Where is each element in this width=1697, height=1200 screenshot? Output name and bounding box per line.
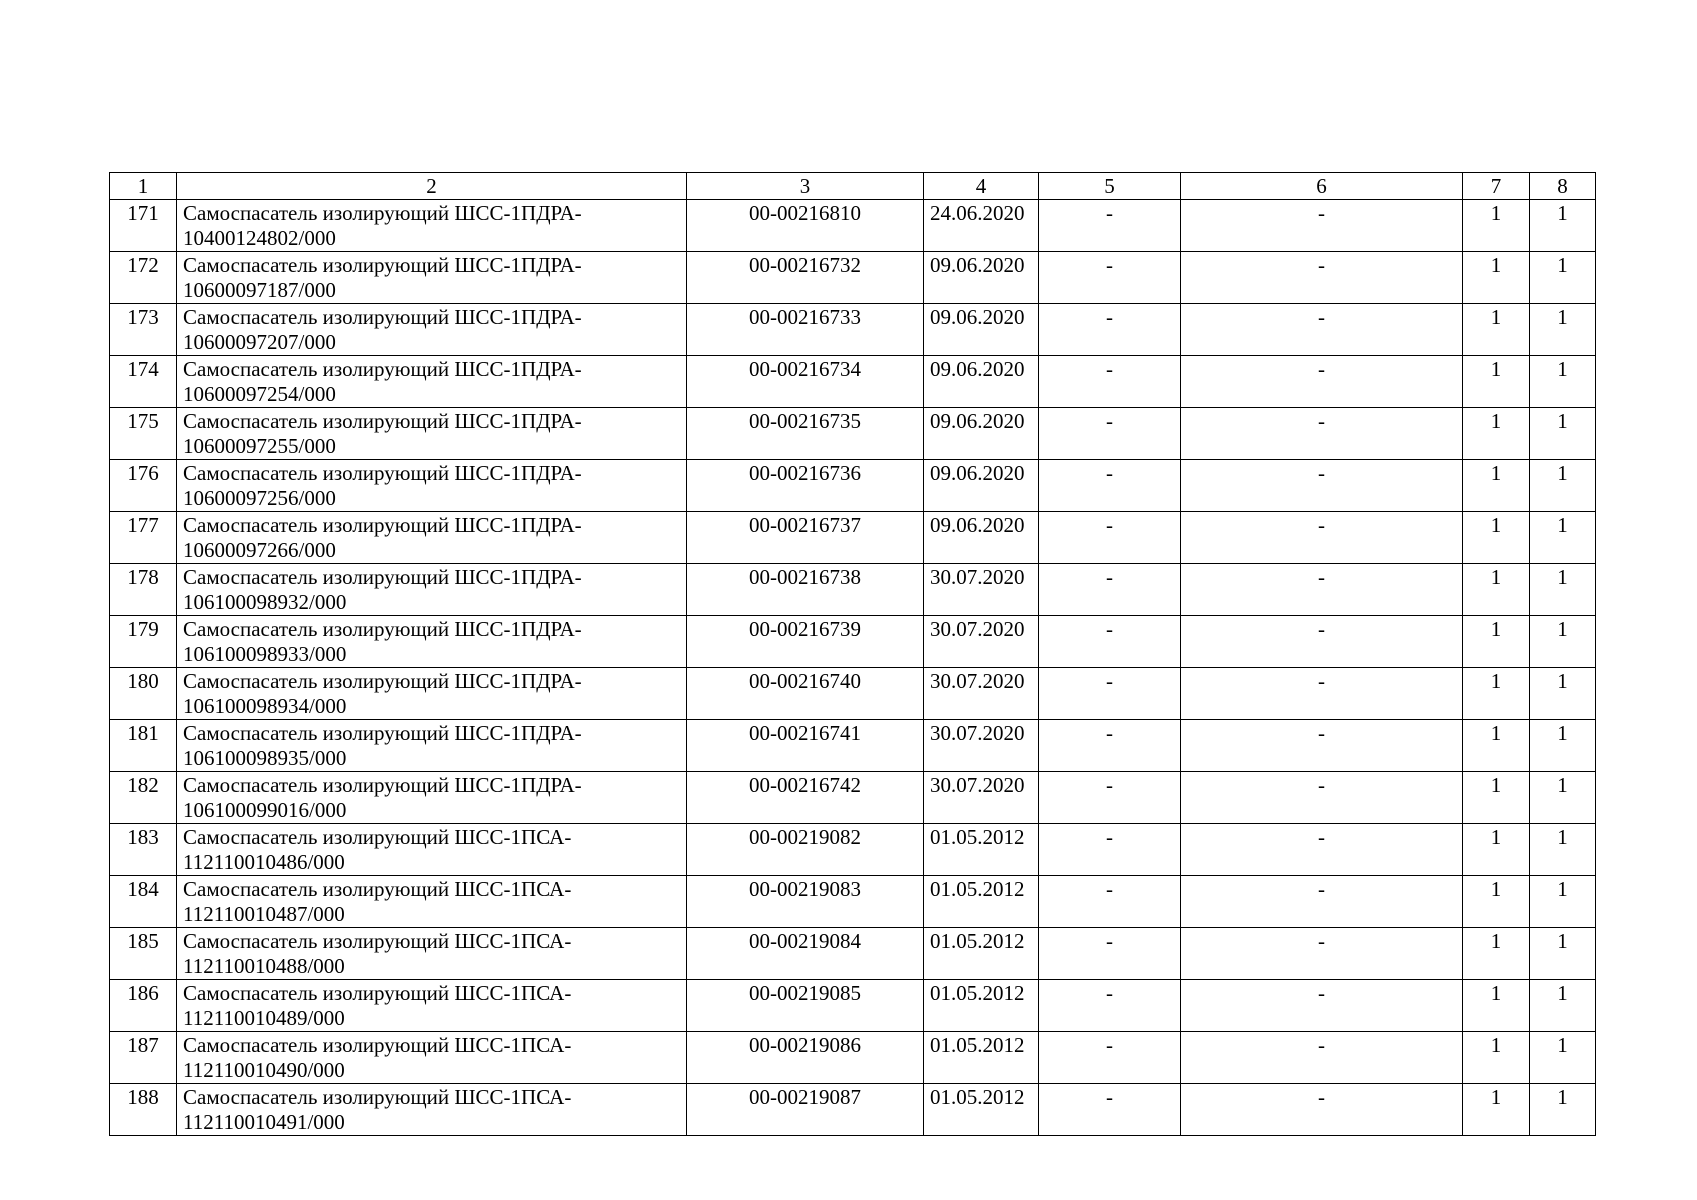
column-5-cell: - <box>1039 564 1181 616</box>
column-6-cell: - <box>1181 408 1463 460</box>
date-cell: 09.06.2020 <box>924 304 1039 356</box>
item-name-line-2: 106100098934/000 <box>183 694 347 718</box>
column-6-cell: - <box>1181 252 1463 304</box>
item-name-cell <box>177 876 687 928</box>
item-name-cell <box>177 1084 687 1136</box>
row-number-cell: 174 <box>110 356 177 408</box>
column-6-cell: - <box>1181 564 1463 616</box>
table-row <box>110 304 1596 356</box>
item-name-cell <box>177 252 687 304</box>
inventory-code-cell: 00-00219082 <box>687 824 924 876</box>
column-7-cell: 1 <box>1463 772 1530 824</box>
column-6-cell: - <box>1181 200 1463 252</box>
item-name-cell <box>177 772 687 824</box>
row-number-cell: 183 <box>110 824 177 876</box>
column-5-cell: - <box>1039 200 1181 252</box>
item-name-cell <box>177 304 687 356</box>
item-name-cell <box>177 720 687 772</box>
table-row <box>110 200 1596 252</box>
item-name-line-2: 106100098935/000 <box>183 746 347 770</box>
date-cell: 01.05.2012 <box>924 928 1039 980</box>
item-name-line-2: 106100098933/000 <box>183 642 347 666</box>
column-5-cell: - <box>1039 824 1181 876</box>
column-8-cell: 1 <box>1530 1084 1596 1136</box>
inventory-code-cell: 00-00216733 <box>687 304 924 356</box>
date-cell: 09.06.2020 <box>924 512 1039 564</box>
date-cell: 30.07.2020 <box>924 564 1039 616</box>
item-name-line-1: Самоспасатель изолирующий ШСС-1ПСА- <box>183 1085 572 1109</box>
header-col-5: 5 <box>1039 173 1181 200</box>
row-number-cell: 179 <box>110 616 177 668</box>
column-6-cell: - <box>1181 1032 1463 1084</box>
table-row <box>110 824 1596 876</box>
column-7-cell: 1 <box>1463 928 1530 980</box>
item-name-cell <box>177 200 687 252</box>
column-8-cell: 1 <box>1530 356 1596 408</box>
column-5-cell: - <box>1039 1084 1181 1136</box>
column-6-cell: - <box>1181 928 1463 980</box>
item-name-cell <box>177 408 687 460</box>
header-col-4: 4 <box>924 173 1039 200</box>
row-number-cell: 188 <box>110 1084 177 1136</box>
column-6-cell: - <box>1181 356 1463 408</box>
column-6-cell: - <box>1181 720 1463 772</box>
inventory-code-cell: 00-00219087 <box>687 1084 924 1136</box>
column-7-cell: 1 <box>1463 876 1530 928</box>
inventory-code-cell: 00-00216735 <box>687 408 924 460</box>
table-row <box>110 356 1596 408</box>
column-8-cell: 1 <box>1530 616 1596 668</box>
column-8-cell: 1 <box>1530 564 1596 616</box>
inventory-code-cell: 00-00216742 <box>687 772 924 824</box>
item-name-cell <box>177 356 687 408</box>
date-cell: 01.05.2012 <box>924 980 1039 1032</box>
table-row <box>110 720 1596 772</box>
column-5-cell: - <box>1039 304 1181 356</box>
row-number-cell: 187 <box>110 1032 177 1084</box>
item-name-line-2: 112110010488/000 <box>183 954 345 978</box>
item-name-line-2: 10600097266/000 <box>183 538 336 562</box>
table-row <box>110 564 1596 616</box>
item-name-line-2: 10600097256/000 <box>183 486 336 510</box>
column-8-cell: 1 <box>1530 252 1596 304</box>
column-8-cell: 1 <box>1530 668 1596 720</box>
document-page <box>109 172 1595 1136</box>
row-number-cell: 186 <box>110 980 177 1032</box>
item-name-cell <box>177 564 687 616</box>
row-number-cell: 176 <box>110 460 177 512</box>
column-5-cell: - <box>1039 876 1181 928</box>
item-name-line-1: Самоспасатель изолирующий ШСС-1ПДРА- <box>183 201 582 225</box>
date-cell: 01.05.2012 <box>924 824 1039 876</box>
column-6-cell: - <box>1181 876 1463 928</box>
item-name-cell <box>177 616 687 668</box>
item-name-line-1: Самоспасатель изолирующий ШСС-1ПДРА- <box>183 305 582 329</box>
date-cell: 01.05.2012 <box>924 1032 1039 1084</box>
column-8-cell: 1 <box>1530 928 1596 980</box>
table-row <box>110 772 1596 824</box>
column-5-cell: - <box>1039 512 1181 564</box>
table-row <box>110 876 1596 928</box>
item-name-line-2: 112110010489/000 <box>183 1006 345 1030</box>
inventory-code-cell: 00-00216740 <box>687 668 924 720</box>
item-name-line-2: 10600097254/000 <box>183 382 336 406</box>
item-name-line-1: Самоспасатель изолирующий ШСС-1ПДРА- <box>183 461 582 485</box>
column-6-cell: - <box>1181 824 1463 876</box>
column-6-cell: - <box>1181 772 1463 824</box>
item-name-line-1: Самоспасатель изолирующий ШСС-1ПСА- <box>183 825 572 849</box>
item-name-line-2: 106100099016/000 <box>183 798 347 822</box>
column-7-cell: 1 <box>1463 668 1530 720</box>
row-number-cell: 180 <box>110 668 177 720</box>
item-name-cell <box>177 928 687 980</box>
column-7-cell: 1 <box>1463 252 1530 304</box>
inventory-code-cell: 00-00216739 <box>687 616 924 668</box>
date-cell: 09.06.2020 <box>924 356 1039 408</box>
column-8-cell: 1 <box>1530 824 1596 876</box>
column-7-cell: 1 <box>1463 512 1530 564</box>
inventory-code-cell: 00-00219084 <box>687 928 924 980</box>
header-col-6: 6 <box>1181 173 1463 200</box>
date-cell: 30.07.2020 <box>924 616 1039 668</box>
item-name-line-2: 112110010486/000 <box>183 850 345 874</box>
item-name-line-2: 10600097207/000 <box>183 330 336 354</box>
column-7-cell: 1 <box>1463 980 1530 1032</box>
column-7-cell: 1 <box>1463 564 1530 616</box>
item-name-line-2: 112110010487/000 <box>183 902 345 926</box>
inventory-table <box>109 172 1596 1136</box>
item-name-line-2: 112110010491/000 <box>183 1110 345 1134</box>
column-5-cell: - <box>1039 460 1181 512</box>
column-5-cell: - <box>1039 252 1181 304</box>
inventory-code-cell: 00-00216732 <box>687 252 924 304</box>
row-number-cell: 171 <box>110 200 177 252</box>
item-name-line-2: 106100098932/000 <box>183 590 347 614</box>
column-8-cell: 1 <box>1530 772 1596 824</box>
item-name-line-1: Самоспасатель изолирующий ШСС-1ПДРА- <box>183 721 582 745</box>
table-row <box>110 512 1596 564</box>
inventory-code-cell: 00-00216810 <box>687 200 924 252</box>
item-name-cell <box>177 1032 687 1084</box>
column-8-cell: 1 <box>1530 408 1596 460</box>
column-6-cell: - <box>1181 980 1463 1032</box>
column-5-cell: - <box>1039 356 1181 408</box>
column-7-cell: 1 <box>1463 460 1530 512</box>
column-5-cell: - <box>1039 408 1181 460</box>
table-row <box>110 668 1596 720</box>
item-name-line-1: Самоспасатель изолирующий ШСС-1ПДРА- <box>183 773 582 797</box>
column-6-cell: - <box>1181 1084 1463 1136</box>
column-8-cell: 1 <box>1530 720 1596 772</box>
header-col-8: 8 <box>1530 173 1596 200</box>
date-cell: 09.06.2020 <box>924 252 1039 304</box>
date-cell: 30.07.2020 <box>924 772 1039 824</box>
item-name-line-1: Самоспасатель изолирующий ШСС-1ПДРА- <box>183 565 582 589</box>
inventory-code-cell: 00-00219085 <box>687 980 924 1032</box>
column-6-cell: - <box>1181 304 1463 356</box>
table-row <box>110 1032 1596 1084</box>
table-row <box>110 408 1596 460</box>
table-row <box>110 928 1596 980</box>
date-cell: 09.06.2020 <box>924 460 1039 512</box>
inventory-code-cell: 00-00216734 <box>687 356 924 408</box>
column-8-cell: 1 <box>1530 1032 1596 1084</box>
item-name-line-1: Самоспасатель изолирующий ШСС-1ПСА- <box>183 1033 572 1057</box>
column-7-cell: 1 <box>1463 304 1530 356</box>
inventory-code-cell: 00-00216738 <box>687 564 924 616</box>
column-7-cell: 1 <box>1463 1084 1530 1136</box>
column-5-cell: - <box>1039 720 1181 772</box>
table-row <box>110 616 1596 668</box>
item-name-line-1: Самоспасатель изолирующий ШСС-1ПСА- <box>183 877 572 901</box>
row-number-cell: 182 <box>110 772 177 824</box>
column-5-cell: - <box>1039 772 1181 824</box>
table-header <box>110 173 1596 200</box>
column-5-cell: - <box>1039 928 1181 980</box>
item-name-line-1: Самоспасатель изолирующий ШСС-1ПДРА- <box>183 357 582 381</box>
header-col-2: 2 <box>177 173 687 200</box>
item-name-line-1: Самоспасатель изолирующий ШСС-1ПДРА- <box>183 617 582 641</box>
row-number-cell: 173 <box>110 304 177 356</box>
date-cell: 24.06.2020 <box>924 200 1039 252</box>
row-number-cell: 178 <box>110 564 177 616</box>
column-8-cell: 1 <box>1530 304 1596 356</box>
item-name-line-2: 10600097187/000 <box>183 278 336 302</box>
item-name-cell <box>177 668 687 720</box>
column-7-cell: 1 <box>1463 824 1530 876</box>
item-name-line-1: Самоспасатель изолирующий ШСС-1ПДРА- <box>183 513 582 537</box>
column-6-cell: - <box>1181 616 1463 668</box>
row-number-cell: 184 <box>110 876 177 928</box>
column-5-cell: - <box>1039 616 1181 668</box>
item-name-line-2: 10600097255/000 <box>183 434 336 458</box>
row-number-cell: 175 <box>110 408 177 460</box>
item-name-cell <box>177 460 687 512</box>
item-name-line-1: Самоспасатель изолирующий ШСС-1ПСА- <box>183 981 572 1005</box>
column-7-cell: 1 <box>1463 720 1530 772</box>
inventory-code-cell: 00-00216736 <box>687 460 924 512</box>
column-6-cell: - <box>1181 668 1463 720</box>
item-name-cell <box>177 824 687 876</box>
inventory-code-cell: 00-00216737 <box>687 512 924 564</box>
date-cell: 01.05.2012 <box>924 1084 1039 1136</box>
column-8-cell: 1 <box>1530 980 1596 1032</box>
column-6-cell: - <box>1181 512 1463 564</box>
column-8-cell: 1 <box>1530 876 1596 928</box>
table-row <box>110 1084 1596 1136</box>
header-row <box>110 173 1596 200</box>
inventory-code-cell: 00-00219083 <box>687 876 924 928</box>
date-cell: 09.06.2020 <box>924 408 1039 460</box>
item-name-line-1: Самоспасатель изолирующий ШСС-1ПДРА- <box>183 669 582 693</box>
header-col-3: 3 <box>687 173 924 200</box>
column-7-cell: 1 <box>1463 408 1530 460</box>
table-row <box>110 252 1596 304</box>
column-7-cell: 1 <box>1463 356 1530 408</box>
column-8-cell: 1 <box>1530 460 1596 512</box>
column-8-cell: 1 <box>1530 200 1596 252</box>
row-number-cell: 181 <box>110 720 177 772</box>
item-name-line-2: 10400124802/000 <box>183 226 336 250</box>
item-name-line-1: Самоспасатель изолирующий ШСС-1ПДРА- <box>183 253 582 277</box>
item-name-line-2: 112110010490/000 <box>183 1058 345 1082</box>
item-name-line-1: Самоспасатель изолирующий ШСС-1ПСА- <box>183 929 572 953</box>
inventory-code-cell: 00-00219086 <box>687 1032 924 1084</box>
row-number-cell: 177 <box>110 512 177 564</box>
column-5-cell: - <box>1039 980 1181 1032</box>
row-number-cell: 172 <box>110 252 177 304</box>
header-col-1: 1 <box>110 173 177 200</box>
column-8-cell: 1 <box>1530 512 1596 564</box>
item-name-cell <box>177 980 687 1032</box>
column-5-cell: - <box>1039 1032 1181 1084</box>
column-7-cell: 1 <box>1463 616 1530 668</box>
table-row <box>110 980 1596 1032</box>
item-name-line-1: Самоспасатель изолирующий ШСС-1ПДРА- <box>183 409 582 433</box>
row-number-cell: 185 <box>110 928 177 980</box>
date-cell: 30.07.2020 <box>924 720 1039 772</box>
column-7-cell: 1 <box>1463 1032 1530 1084</box>
table-row <box>110 460 1596 512</box>
inventory-code-cell: 00-00216741 <box>687 720 924 772</box>
column-6-cell: - <box>1181 460 1463 512</box>
table-body <box>110 200 1596 1136</box>
item-name-cell <box>177 512 687 564</box>
column-7-cell: 1 <box>1463 200 1530 252</box>
header-col-7: 7 <box>1463 173 1530 200</box>
date-cell: 01.05.2012 <box>924 876 1039 928</box>
column-5-cell: - <box>1039 668 1181 720</box>
date-cell: 30.07.2020 <box>924 668 1039 720</box>
